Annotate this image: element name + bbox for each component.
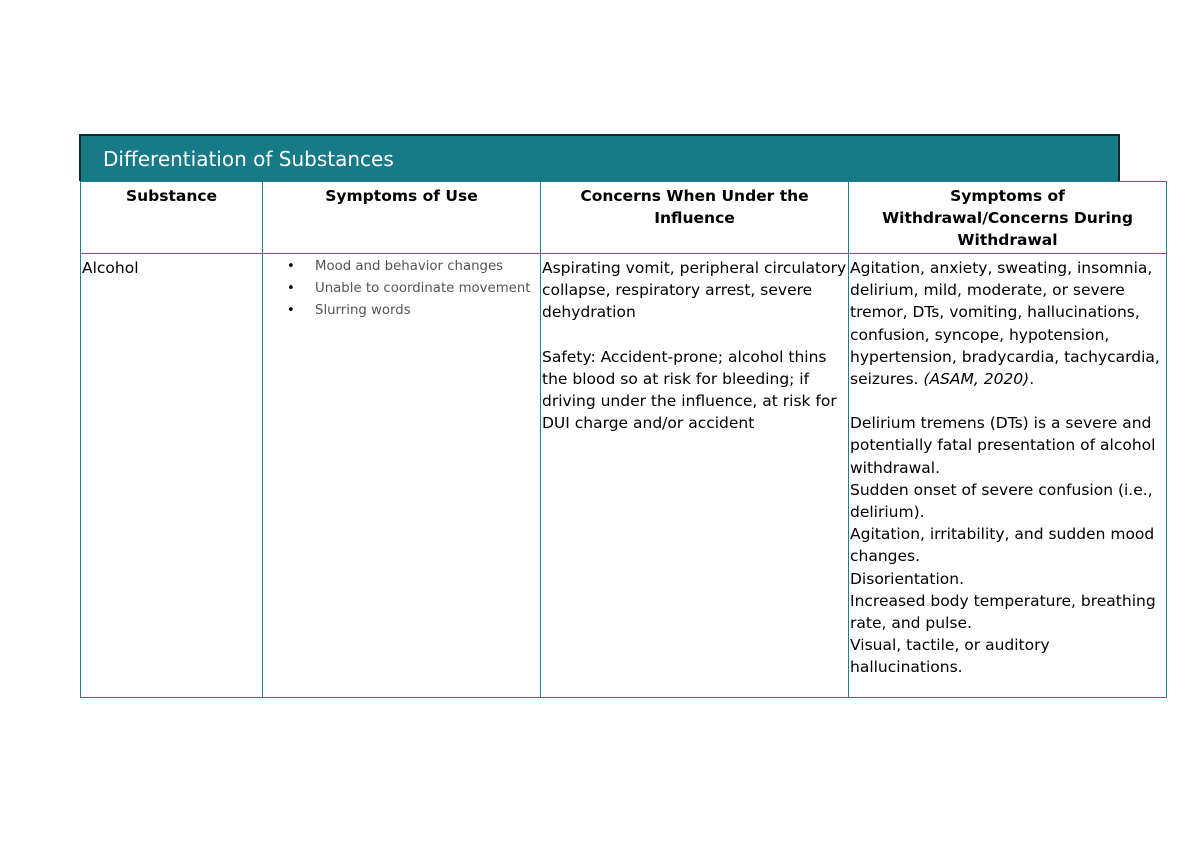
citation: (ASAM, 2020) [923, 370, 1030, 389]
concerns-paragraph-2: Safety: Accident-prone; alcohol thins the blood so at risk for bleeding; if driving under the influence, at risk for DUI charge and/or accident [542, 347, 837, 433]
header-concerns: Concerns When Under the Influence [541, 182, 849, 254]
withdrawal-symptoms-text: Agitation, anxiety, sweating, insomnia, delirium, mild, moderate, or severe tremor, DTs, vomiting, hallucinations, confusion, syncope, hypotension, hypertension, bradycardia, tachycardia, seizures. [850, 259, 1160, 389]
bullet-icon: • [287, 281, 295, 297]
withdrawal-line-5: Disorientation. [850, 569, 965, 588]
bullet-icon: • [287, 259, 295, 274]
withdrawal-paragraph-2: Delirium tremens (DTs) is a severe and potentially fatal presentation of alcohol withdrawal. [850, 414, 1156, 477]
paragraph-gap [849, 390, 1166, 412]
table-title-bar [79, 134, 1120, 181]
withdrawal-line-3: Sudden onset of severe confusion (i.e., delirium). [850, 480, 1153, 522]
cell-symptoms-of-use [263, 254, 541, 698]
header-symptoms-of-use: Symptoms of Use [263, 182, 541, 254]
list-item-text: Slurring words [315, 303, 411, 319]
citation-suffix: . [1029, 370, 1035, 389]
paragraph-gap [541, 324, 848, 346]
withdrawal-paragraph-1 [849, 254, 1166, 390]
bullet-icon: • [287, 303, 295, 319]
concerns-paragraph-1: Aspirating vomit, peripheral circulatory collapse, respiratory arrest, severe dehydration [542, 259, 847, 322]
header-withdrawal: Symptoms of Withdrawal/Concerns During Withdrawal [849, 182, 1167, 254]
list-item-text: Unable to coordinate movement [315, 281, 531, 297]
list-item [287, 278, 538, 300]
list-item [287, 300, 538, 322]
withdrawal-line-7: Visual, tactile, or auditory hallucinations. [850, 636, 1050, 677]
substance-name: Alcohol [82, 259, 139, 277]
header-substance: Substance [81, 182, 263, 254]
withdrawal-line-6: Increased body temperature, breathing rate, and pulse. [850, 591, 1156, 633]
table-header-row [81, 182, 1167, 254]
substances-table [80, 181, 1167, 698]
list-item [287, 256, 538, 278]
table-title: Differentiation of Substances [103, 147, 394, 171]
symptoms-of-use-list [263, 254, 540, 323]
list-item-text: Mood and behavior changes [315, 259, 504, 274]
cell-substance [81, 254, 263, 698]
cell-concerns [541, 254, 849, 698]
table-row [81, 254, 1167, 698]
cell-withdrawal [849, 254, 1167, 698]
withdrawal-line-4: Agitation, irritability, and sudden mood changes. [850, 525, 1155, 566]
